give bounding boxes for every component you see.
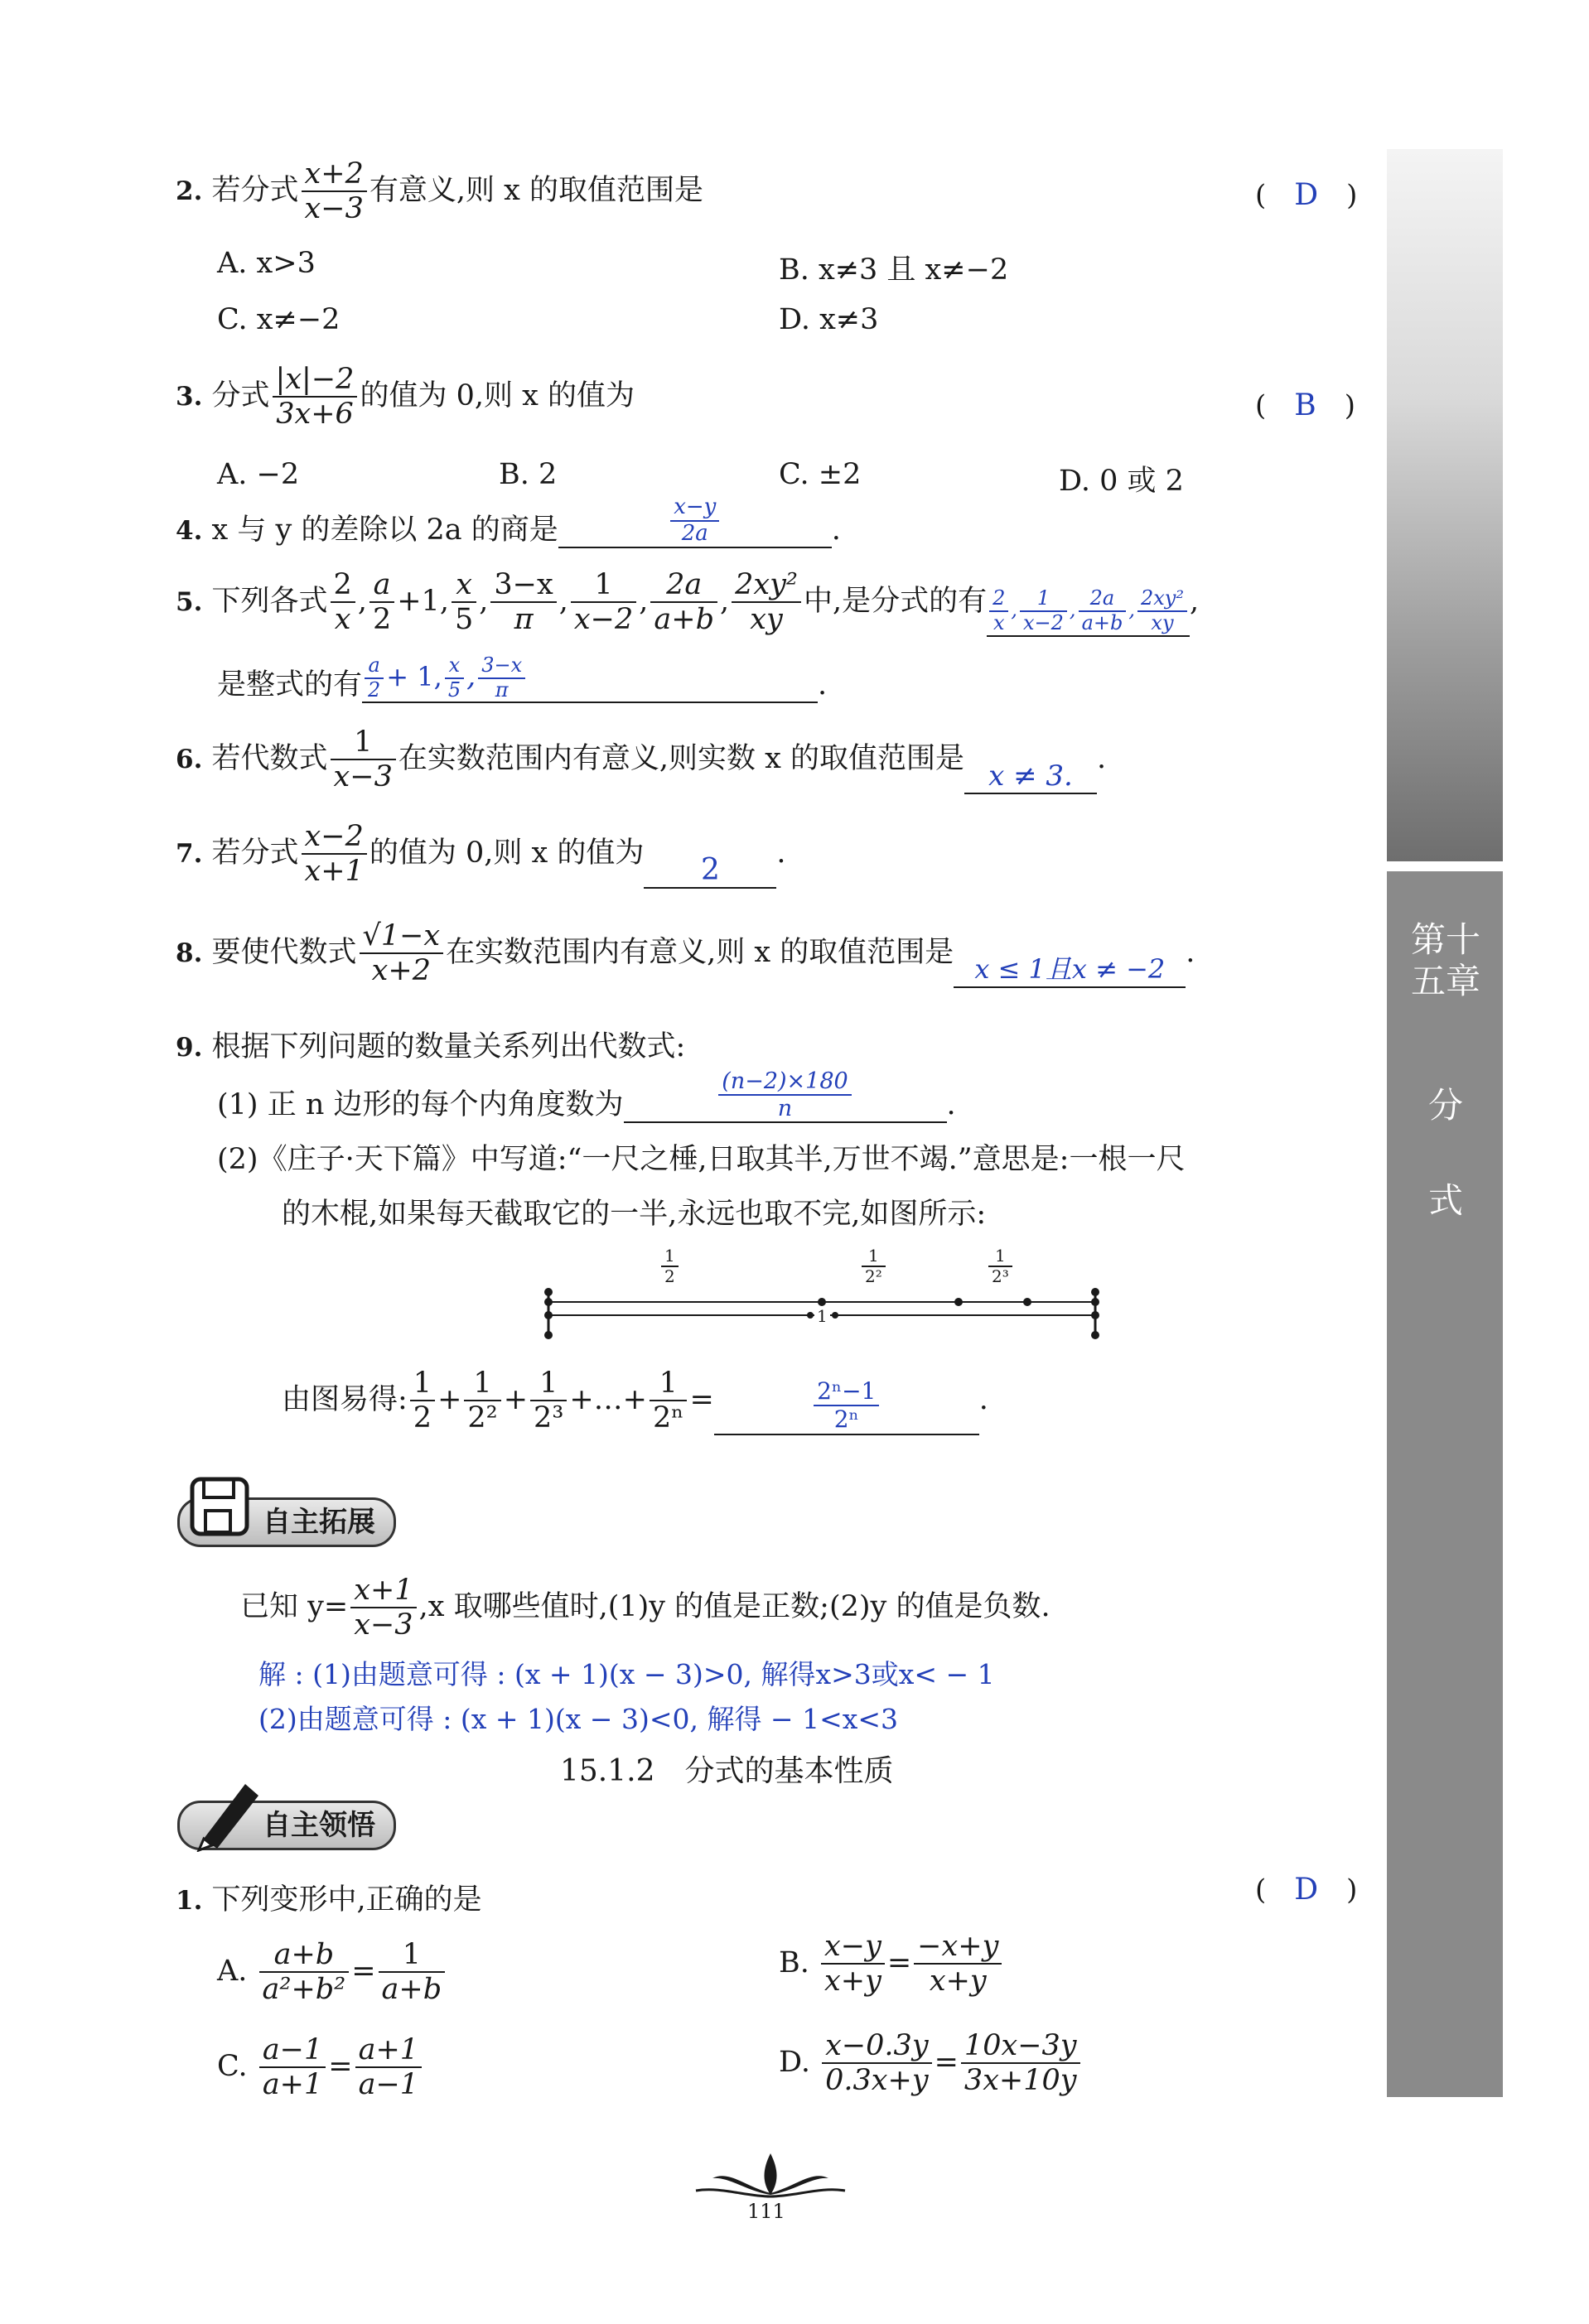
question-9-part2-line2: 的木棍,如果每天截取它的一半,永远也取不完,如图所示: [282,1198,987,1231]
question-2: 2. 若分式 $\frac{x+2}{x-3}$ 有意义,则 x 的取值范围是 [176,157,703,226]
section2-q1-answer[interactable]: ( D ) [1255,1873,1358,1907]
q7-answer-blank[interactable]: 2 [644,853,776,889]
diagram-label-half: $\frac{1}{2}$ [659,1246,681,1286]
pen-icon [187,1772,267,1852]
chapter-title-1: 分 [1427,1085,1463,1126]
question-5-line2: 是整式的有 $\frac{a}{2}$ + 1, $\frac{x}{5}$ , $\frac{3-x}{\pi}$ . [217,653,828,702]
question-9-sum: 由图易得: $\frac{1}{2}$ + $\frac{1}{\text{2²}}$ + $\frac{1}{\text{2³}}$ +…+ $\frac{1}{\text{2ⁿ}}$ = $\frac{\text{2ⁿ−1}}{\text{2ⁿ}}$ . [282,1367,988,1435]
q6-answer-blank[interactable]: x ≠ 3. [964,759,1097,794]
diagram-label-eighth: $\frac{1}{\text{2³}}$ [986,1246,1015,1286]
section-title: 15.1.2 分式的基本性质 [560,1754,894,1788]
sidebar-pattern [1387,149,1503,861]
q2-fraction: $\frac{x+2}{x-3}$ [302,157,367,226]
q9-sum-answer[interactable]: $\frac{\text{2ⁿ−1}}{\text{2ⁿ}}$ [714,1378,979,1434]
extension-prompt: 已知 y= $\frac{x+1}{x-3}$ ,x 取哪些值时,(1)y 的值是正数;(2)y 的值是负数. [240,1574,1050,1642]
diagram-label-one: 1 [814,1306,830,1326]
q3-option-c[interactable]: C. ±2 [779,458,862,491]
chapter-label: 第十五章 [1410,919,1480,1002]
diagram-label-quarter: $\frac{1}{\text{2²}}$ [859,1246,888,1286]
q2-option-a[interactable]: A. x>3 [217,247,316,280]
floppy-disk-icon [187,1474,254,1540]
q2-option-b[interactable]: B. x≠3 且 x≠−2 [779,253,1009,287]
q2-answer[interactable]: ( D ) [1255,178,1358,212]
question-6: 6. 若代数式 $\frac{1}{x-3}$ 在实数范围内有意义,则实数 x 的取值范围是x ≠ 3.. [176,726,1107,794]
section-badge-comprehension: 自主领悟 [177,1801,396,1850]
q5-integer-answer[interactable]: $\frac{a}{2}$ + 1, $\frac{x}{5}$ , $\frac{3-x}{\pi}$ [362,654,818,703]
question-7: 7. 若分式 $\frac{x-2}{x+1}$ 的值为 0,则 x 的值为 2 . [176,820,786,889]
question-3: 3. 分式 $\frac{|x|-2}{3x+6}$ 的值为 0,则 x 的值为 [176,363,635,432]
question-8: 8. 要使代数式 $\frac{√1-x}{x+2}$ 在实数范围内有意义,则 x 的取值范围是 x ≤ 1且x ≠ −2 . [176,919,1195,988]
q3-fraction: $\frac{|x|-2}{3x+6}$ [273,363,358,432]
question-9-part1: (1) 正 n 边形的每个内角度数为 $\frac{(n-2)\times 180}{n}$ . [217,1068,956,1122]
extension-solution-1: 解 : (1)由题意可得 : (x + 1)(x − 3)>0, 解得x>3或x< − 1 [258,1658,995,1690]
q2-option-c[interactable]: C. x≠−2 [217,303,340,336]
chapter-title-2: 式 [1427,1180,1463,1221]
section2-option-c[interactable]: C. $\frac{a-1}{a+1}$ = $\frac{a+1}{a-1}$ [217,2033,424,2102]
q3-option-d[interactable]: D. 0 或 2 [1059,465,1184,498]
question-4: 4. x 与 y 的差除以 2a 的商是 $\frac{x-y}{2a}$ . [176,494,841,547]
q3-option-a[interactable]: A. −2 [217,458,300,491]
section2-question-1: 1. 下列变形中,正确的是 [176,1883,482,1917]
extension-solution-2: (2)由题意可得 : (x + 1)(x − 3)<0, 解得 − 1<x<3 [258,1703,898,1735]
section2-option-a[interactable]: A. $\frac{a+b}{\text{a²+b²}}$ = $\frac{1}{a+b}$ [217,1938,447,2007]
section2-option-d[interactable]: D. $\frac{x-0.3y}{0.3x+y}$ = $\frac{10x-3y}{3x+10y}$ [779,2029,1083,2098]
page-number: 111 [747,2200,785,2223]
chapter-tab [1387,871,1503,2097]
q3-answer[interactable]: ( B ) [1255,388,1355,422]
stick-halving-diagram [539,1242,1110,1350]
section-badge-extension: 自主拓展 [177,1497,396,1547]
q5-fraction-answer[interactable]: $\frac{2}{x}$ , $\frac{1}{x-2}$ , $\frac{2a}{a+b}$ , $\frac{\text{2xy²}}{xy}$ [987,587,1190,636]
section2-option-b[interactable]: B. $\frac{x-y}{x+y}$ = $\frac{-x+y}{x+y}$ [779,1930,1004,1999]
footer-ornament-icon [679,2145,862,2203]
q8-answer-blank[interactable]: x ≤ 1且x ≠ −2 [954,948,1186,988]
q3-option-b[interactable]: B. 2 [499,458,558,491]
q2-option-d[interactable]: D. x≠3 [779,303,879,336]
question-9-part2-line1: (2)《庄子·天下篇》中写道:“一尺之棰,日取其半,万世不竭.”意思是:一根一尺 [217,1143,1186,1176]
q4-answer-blank[interactable]: $\frac{x-y}{2a}$ [558,495,832,548]
question-9: 9. 根据下列问题的数量关系列出代数式: [176,1030,686,1063]
q9-part1-answer[interactable]: $\frac{(n-2)\times 180}{n}$ [624,1068,947,1123]
question-5: 5. 下列各式 $\frac{2}{x}$ , $\frac{a}{2}$ +1, $\frac{x}{5}$ , $\frac{3-x}{\pi}$ , $\frac{1}{x-2}$ , $\frac{2a}{a+b}$ , $\frac{\text{2xy²}}{xy}$ 中,是分式的有 $\frac{2}{x}$ , $\frac{1}{x-2}$ , $\frac{2a}{a+b}$ , $\frac{\text{2xy²}}{xy}$ , [176,568,1200,637]
